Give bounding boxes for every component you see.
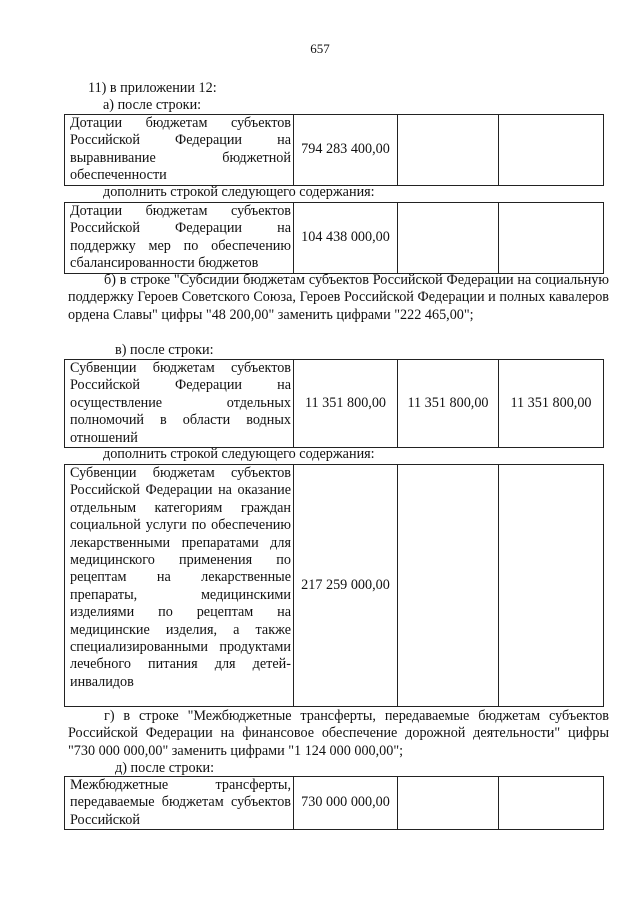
row-name-cell: Межбюджетные трансферты, передаваемые бюджетам субъектов Российской [65, 777, 294, 830]
value-cell-2: 11 351 800,00 [398, 360, 499, 448]
value-cell-3 [499, 777, 604, 830]
value-cell-2 [398, 115, 499, 186]
value-cell-2 [398, 777, 499, 830]
item-b-paragraph: б) в строке "Субсидии бюджетам субъектов Российской Федерации на социальную поддержку Героев Советского Союза, Героев Российской Федерации и полных кавалеров ордена Славы" цифры "48 200,00" заменить цифрами "222 465,00"; [68, 272, 609, 323]
value-cell-2 [398, 465, 499, 707]
value-cell-3 [499, 465, 604, 707]
item-11-heading: 11) в приложении 12: [88, 80, 217, 96]
table-row-subventions-medicine [64, 464, 604, 707]
row-name-cell: Субвенции бюджетам субъектов Российской Федерации на оказание отдельным категориям граждан социальной услуги по обеспечению лекарственными препаратами для медицинского применения по рецептам на лекарственные препараты, медицинскими изделиями по рецептам на медицинские изделия, а также специализированными продуктами лечебного питания для детей-инвалидов [65, 465, 294, 707]
supplement-line-2: дополнить строкой следующего содержания: [103, 446, 375, 462]
value-cell-3 [499, 115, 604, 186]
item-d-label: д) после строки: [115, 760, 215, 776]
table-row-dotations-balance [64, 202, 604, 274]
item-g-paragraph: г) в строке "Межбюджетные трансферты, передаваемые бюджетам субъектов Российской Федерации на финансовое обеспечение дорожной деятельности" цифры "730 000 000,00" заменить цифрами "1 124 000 000,00"; [68, 708, 609, 759]
table-row-dotations-equalization [64, 114, 604, 186]
table-row-subventions-water [64, 359, 604, 448]
supplement-line-1: дополнить строкой следующего содержания: [103, 184, 375, 200]
item-a-label: а) после строки: [103, 97, 202, 113]
row-name-cell: Дотации бюджетам субъектов Российской Федерации на выравнивание бюджетной обеспеченности [65, 115, 294, 186]
value-cell-1: 217 259 000,00 [294, 465, 398, 707]
value-cell-1: 104 438 000,00 [294, 203, 398, 274]
value-cell-3 [499, 203, 604, 274]
value-cell-1: 730 000 000,00 [294, 777, 398, 830]
row-name-cell: Субвенции бюджетам субъектов Российской Федерации на осуществление отдельных полномочий в области водных отношений [65, 360, 294, 448]
row-name-cell: Дотации бюджетам субъектов Российской Федерации на поддержку мер по обеспечению сбалансированности бюджетов [65, 203, 294, 274]
value-cell-1: 11 351 800,00 [294, 360, 398, 448]
page-number: 657 [310, 41, 330, 56]
item-v-label: в) после строки: [115, 342, 214, 358]
value-cell-3: 11 351 800,00 [499, 360, 604, 448]
value-cell-1: 794 283 400,00 [294, 115, 398, 186]
table-row-transfers-roads [64, 776, 604, 830]
value-cell-2 [398, 203, 499, 274]
